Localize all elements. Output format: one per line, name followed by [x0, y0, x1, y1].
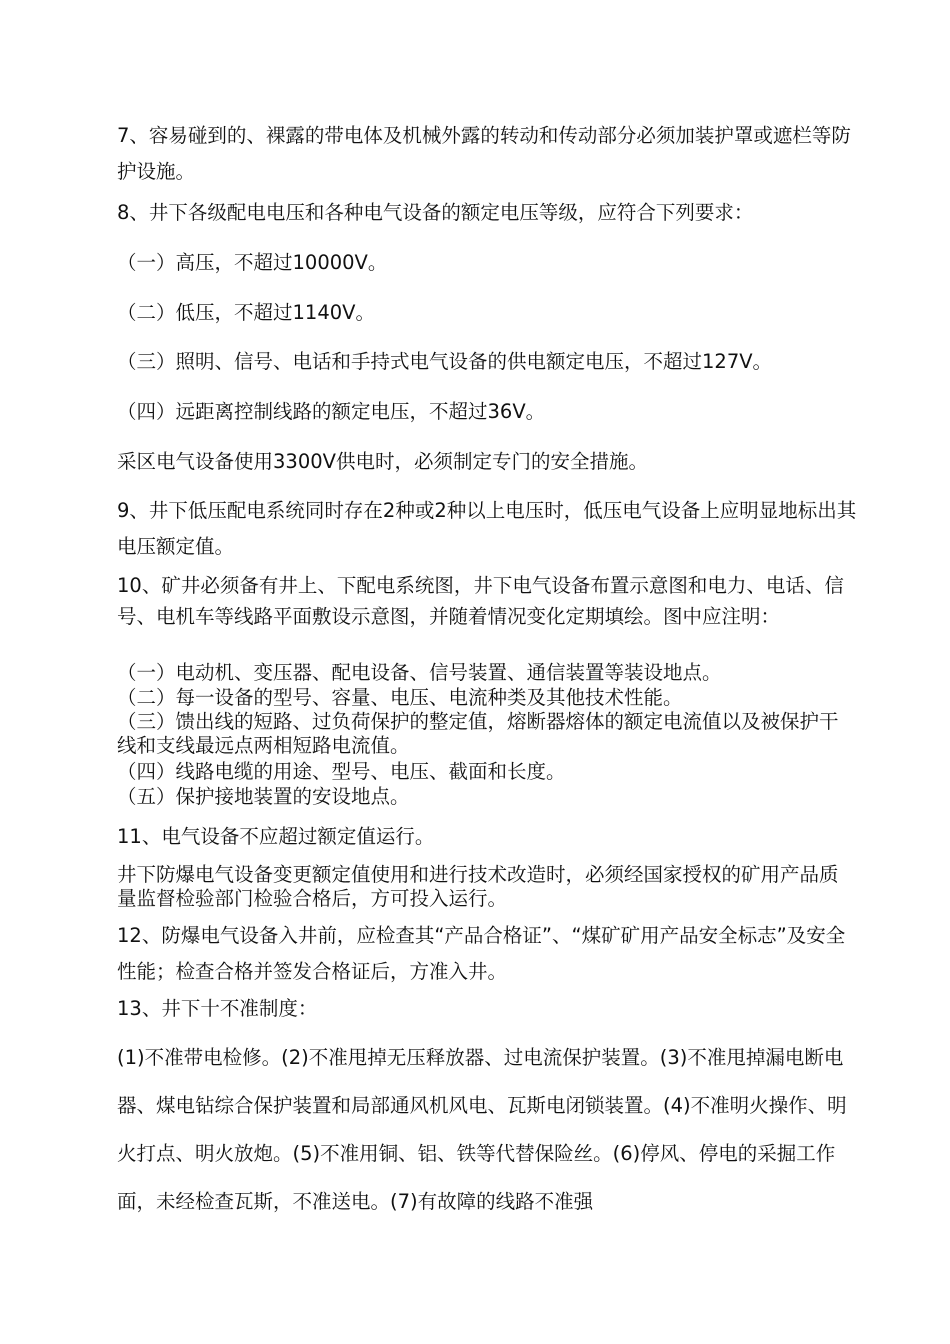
paragraph-item-8: 8、井下各级配电电压和各种电气设备的额定电压等级，应符合下列要求： — [117, 201, 754, 224]
paragraph-item-10: 10、矿井必须备有井上、下配电系统图，井下电气设备布置示意图和电力、电话、信号、电机车等线路平面敷设示意图，并随着情况变化定期填绘。图中应注明： — [117, 574, 844, 628]
paragraph-item-13: 13、井下十不准制度： — [117, 997, 318, 1020]
paragraph-item-11: 11、电气设备不应超过额定值运行。 — [117, 825, 435, 848]
list-item-8-2: （二）低压，不超过1140V。 — [117, 301, 375, 324]
list-item-10-5: （五）保护接地装置的安设地点。 — [117, 785, 410, 808]
list-item-8-3: （三）照明、信号、电话和手持式电气设备的供电额定电压，不超过127V。 — [117, 350, 773, 373]
list-item-10-2: （二）每一设备的型号、容量、电压、电流种类及其他技术性能。 — [117, 686, 683, 709]
list-item-8-1: （一）高压，不超过10000V。 — [117, 251, 388, 274]
list-item-10-3: （三）馈出线的短路、过负荷保护的整定值，熔断器熔体的额定电流值以及被保护干线和支线最远点两相短路电流值。 — [117, 710, 839, 757]
list-item-10-4: （四）线路电缆的用途、型号、电压、截面和长度。 — [117, 760, 566, 783]
list-item-8-4: （四）远距离控制线路的额定电压，不超过36V。 — [117, 400, 546, 423]
list-item-10-1: （一）电动机、变压器、配电设备、信号装置、通信装置等装设地点。 — [117, 661, 722, 684]
paragraph-item-8-note: 采区电气设备使用3300V供电时，必须制定专门的安全措施。 — [117, 450, 648, 473]
paragraph-item-13-body: (1)不准带电检修。(2)不准甩掉无压释放器、过电流保护装置。(3)不准甩掉漏电断电器、煤电钻综合保护装置和局部通风机风电、瓦斯电闭锁装置。(4)不准明火操作、明火打点、明火放炮。(5)不准用铜、铝、铁等代替保险丝。(6)停风、停电的采掘工作面，未经检查瓦斯，不准送电。(7)有故障的线路不准强 — [117, 1046, 847, 1213]
paragraph-item-9: 9、井下低压配电系统同时存在2种或2种以上电压时，低压电气设备上应明显地标出其电压额定值。 — [117, 499, 857, 558]
paragraph-item-11-note: 井下防爆电气设备变更额定值使用和进行技术改造时，必须经国家授权的矿用产品质量监督检验部门检验合格后，方可投入运行。 — [117, 863, 839, 910]
paragraph-item-7: 7、容易碰到的、裸露的带电体及机械外露的转动和传动部分必须加装护罩或遮栏等防护设施。 — [117, 124, 851, 183]
paragraph-item-12: 12、防爆电气设备入井前，应检查其“产品合格证”、“煤矿矿用产品安全标志”及安全性能；检查合格并签发合格证后，方准入井。 — [117, 924, 846, 983]
